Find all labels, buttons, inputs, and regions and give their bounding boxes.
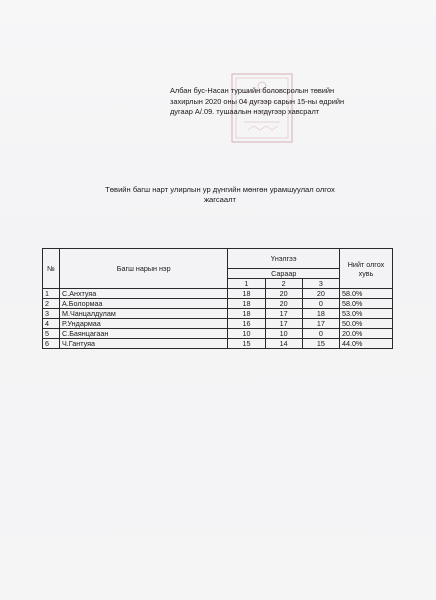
title-line-1: Төвийн багш нарт улирлын ур дүнгийн мөнгөн урамшуулал олгох — [105, 185, 335, 194]
cell-percent: 58.0% — [340, 299, 393, 309]
table-header-row — [43, 249, 393, 269]
cell-name: Ч.Гантуяа — [60, 339, 228, 349]
cell-no: 2 — [43, 299, 60, 309]
document-header — [170, 86, 410, 118]
cell-name: М.Чанцалдулам — [60, 309, 228, 319]
cell-no: 3 — [43, 309, 60, 319]
cell-name: А.Болормаа — [60, 299, 228, 309]
table-row — [43, 289, 393, 299]
cell-month-3: 0 — [302, 329, 339, 339]
cell-month-2: 10 — [265, 329, 302, 339]
table-row — [43, 329, 393, 339]
cell-name: С.Анхтуяа — [60, 289, 228, 299]
col-header-score: Үнэлгээ — [228, 249, 340, 269]
cell-month-1: 10 — [228, 329, 265, 339]
cell-month-1: 15 — [228, 339, 265, 349]
col-header-month-1: 1 — [228, 279, 265, 289]
cell-month-1: 18 — [228, 309, 265, 319]
cell-month-3: 17 — [302, 319, 339, 329]
title-line-2: жагсаалт — [203, 195, 237, 204]
header-line-3: дугаар А/.09. тушаалын нэгдүгээр хавсралт — [170, 107, 320, 116]
cell-month-1: 18 — [228, 299, 265, 309]
cell-name: С.Баянцагаан — [60, 329, 228, 339]
cell-month-2: 20 — [265, 299, 302, 309]
cell-percent: 50.0% — [340, 319, 393, 329]
cell-month-3: 20 — [302, 289, 339, 299]
cell-month-2: 20 — [265, 289, 302, 299]
cell-name: Р.Ундармаа — [60, 319, 228, 329]
col-header-month-3: 3 — [302, 279, 339, 289]
col-header-no: № — [43, 249, 60, 289]
cell-percent: 53.0% — [340, 309, 393, 319]
cell-no: 5 — [43, 329, 60, 339]
cell-month-2: 14 — [265, 339, 302, 349]
cell-percent: 20.0% — [340, 329, 393, 339]
col-header-month-2: 2 — [265, 279, 302, 289]
cell-month-2: 17 — [265, 319, 302, 329]
cell-month-3: 18 — [302, 309, 339, 319]
table-row — [43, 339, 393, 349]
col-header-name: Багш нарын нэр — [60, 249, 228, 289]
cell-month-3: 15 — [302, 339, 339, 349]
table-row — [43, 299, 393, 309]
col-header-month: Сараар — [228, 269, 340, 279]
cell-no: 1 — [43, 289, 60, 299]
header-line-1: Албан бус-Насан туршийн боловсролын төвийн — [170, 86, 335, 95]
col-header-total: Нийт олгох хувь — [340, 249, 393, 289]
cell-percent: 44.0% — [340, 339, 393, 349]
table-row — [43, 319, 393, 329]
cell-month-2: 17 — [265, 309, 302, 319]
header-line-2: захирлын 2020 оны 04 дугээр сарын 15-ны өдрийн — [170, 96, 345, 106]
cell-month-1: 18 — [228, 289, 265, 299]
cell-percent: 58.0% — [340, 289, 393, 299]
document-title — [60, 185, 380, 205]
table-row — [43, 309, 393, 319]
teachers-grade-table — [42, 248, 393, 349]
cell-month-1: 16 — [228, 319, 265, 329]
cell-no: 4 — [43, 319, 60, 329]
cell-month-3: 0 — [302, 299, 339, 309]
cell-no: 6 — [43, 339, 60, 349]
